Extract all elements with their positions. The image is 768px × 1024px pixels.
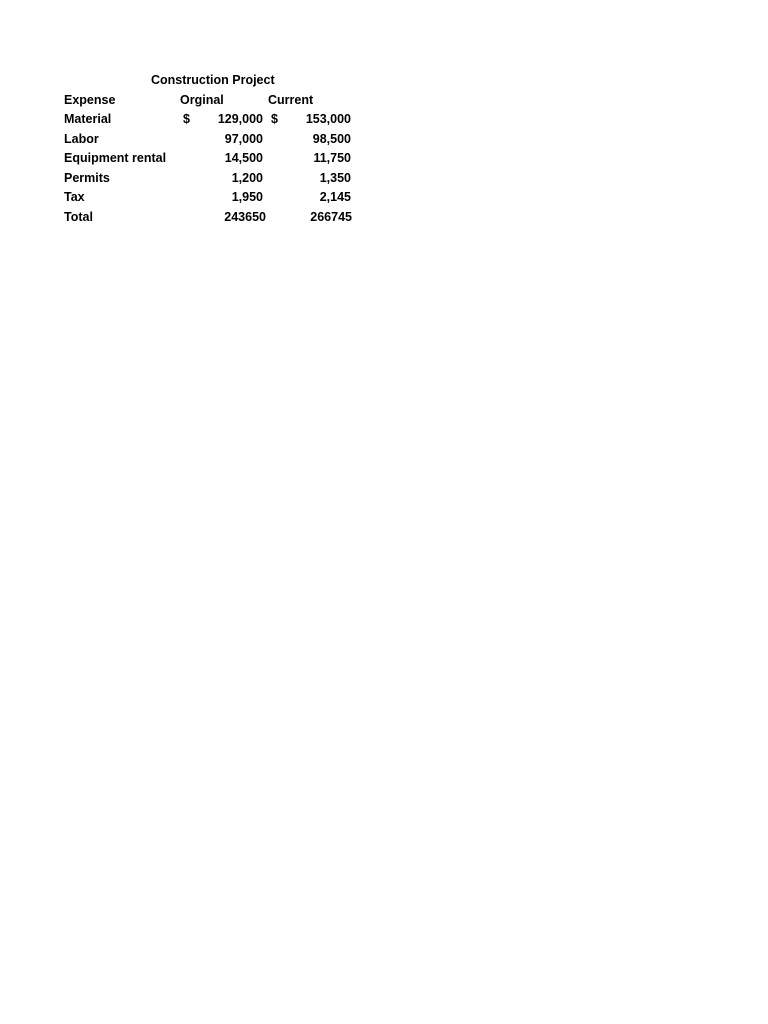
table-row: [64, 169, 364, 189]
current-value: 1,350: [319, 170, 351, 185]
header-original: Orginal: [180, 92, 224, 107]
current-value: 11,750: [313, 151, 351, 165]
row-label: Labor: [64, 131, 99, 146]
row-label: Equipment rental: [64, 151, 167, 165]
current-value: 2,145: [319, 190, 351, 204]
total-label: Total: [64, 209, 93, 224]
title-row: [64, 71, 364, 91]
row-label: Permits: [64, 170, 110, 185]
total-original-value: 243650: [224, 209, 266, 224]
currency-symbol-original: $: [183, 112, 190, 126]
table-row: [64, 149, 364, 169]
row-label: Tax: [64, 190, 85, 204]
table-row: [64, 130, 364, 150]
original-value: 1,950: [231, 190, 263, 204]
expense-table: [64, 71, 364, 227]
original-value: 129,000: [217, 112, 263, 126]
current-value: 98,500: [312, 131, 351, 146]
original-value: 14,500: [224, 151, 263, 165]
row-label: Material: [64, 112, 112, 126]
header-row: [64, 91, 364, 111]
total-current-value: 266745: [310, 209, 352, 224]
original-value: 1,200: [231, 170, 263, 185]
table-title: Construction Project: [151, 73, 275, 87]
table-row: [64, 110, 364, 130]
current-value: 153,000: [305, 112, 351, 126]
total-row: [64, 208, 364, 228]
header-current: Current: [268, 92, 314, 107]
table-row: [64, 188, 364, 208]
header-expense: Expense: [64, 92, 116, 107]
currency-symbol-current: $: [271, 112, 278, 126]
original-value: 97,000: [224, 131, 263, 146]
